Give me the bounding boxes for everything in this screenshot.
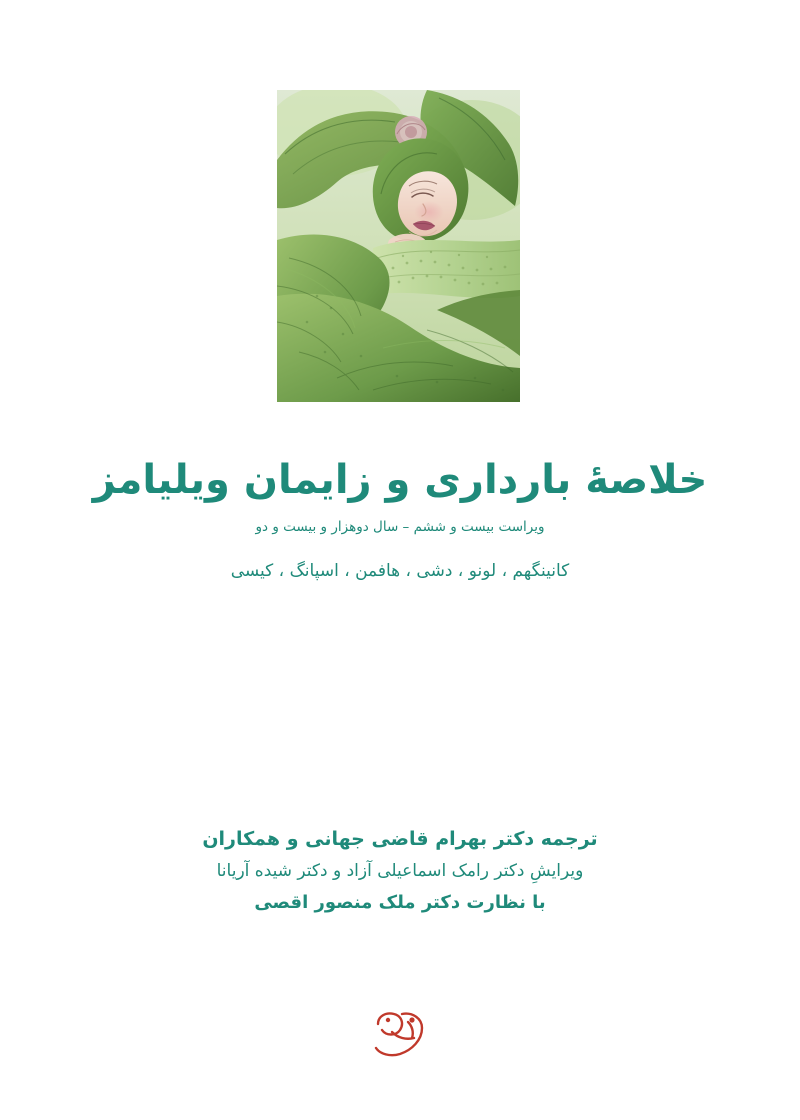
page-title: خلاصهٔ بارداری و زایمان ویلیامز	[92, 457, 708, 503]
editing-credit: ویرایشِ دکتر رامک اسماعیلی آزاد و دکتر شیده آریانا	[216, 861, 584, 881]
title-block	[0, 455, 800, 581]
supervision-credit: با نظارت دکتر ملک منصور اقصی	[254, 892, 546, 913]
edition-line: ویراست بیست و ششم – سال دوهزار و بیست و دو	[255, 519, 545, 535]
golban-logo-icon	[368, 1002, 432, 1066]
cover-art	[277, 90, 520, 402]
publisher-logo	[368, 1002, 432, 1066]
credits-block	[0, 828, 800, 924]
sleeping-pregnant-woman-illustration	[277, 90, 520, 402]
translation-credit: ترجمه دکتر بهرام قاضی جهانی و همکاران	[202, 828, 598, 850]
authors-line: کانینگهم ، لونو ، دشی ، هافمن ، اسپانگ ، کیسی	[230, 561, 570, 581]
